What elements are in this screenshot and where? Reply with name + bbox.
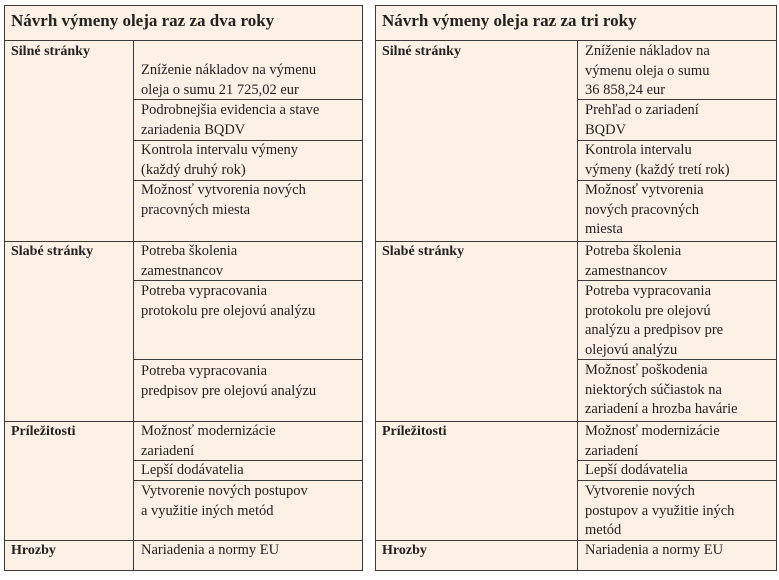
opportunity-item: Lepší dodávatelia	[141, 462, 244, 478]
strength-item: Zníženie nákladov na výmenu oleja o sumu 21 725,02 eur	[141, 62, 317, 98]
weakness-item: Potreba vypracovania predpisov pre olejovú analýzu	[141, 363, 317, 399]
strength-item: Kontrola intervalu výmeny (každý tretí rok)	[585, 142, 730, 178]
category-weaknesses: Slabé stránky	[11, 244, 94, 259]
opportunity-item: Vytvorenie nových postupov a využitie iných metód	[585, 483, 735, 539]
strength-item: Podrobnejšia evidencia a stave zariadenia BQDV	[141, 102, 320, 138]
weakness-item: Potreba vypracovania protokolu pre olejovú analýzu a predpisov pre olejovú analýzu	[585, 283, 724, 358]
threat-item: Nariadenia a normy EU	[141, 542, 280, 558]
strength-item: Kontrola intervalu výmeny (každý druhý rok)	[141, 142, 299, 178]
weakness-item: Potreba vypracovania protokolu pre olejovú analýzu	[141, 283, 316, 319]
opportunity-item: Možnosť modernizácie zariadení	[141, 423, 276, 459]
table-title: Návrh výmeny oleja raz za tri roky	[376, 6, 776, 41]
strength-item: Možnosť vytvorenia nových pracovných miesta	[141, 182, 306, 218]
swot-table-two-years	[4, 5, 363, 571]
opportunity-item: Lepší dodávatelia	[585, 462, 688, 478]
category-weaknesses: Slabé stránky	[382, 244, 465, 259]
swot-table-three-years	[375, 5, 777, 571]
cell-divider	[133, 359, 362, 360]
weakness-item: Možnosť poškodenia niektorých súčiastok na zariadení a hrozba havárie	[585, 362, 738, 418]
category-opportunities: Príležitosti	[11, 424, 76, 439]
strength-item: Zníženie nákladov na výmenu oleja o sumu 36 858,24 eur	[585, 43, 710, 99]
table-title: Návrh výmeny oleja raz za dva roky	[5, 6, 362, 41]
weakness-item: Potreba školenia zamestnancov	[585, 243, 682, 279]
category-threats: Hrozby	[382, 543, 427, 558]
category-strengths: Silné stránky	[11, 44, 90, 59]
opportunity-item: Vytvorenie nových postupov a využitie iných metód	[141, 483, 308, 519]
strength-item: Prehľad o zariadení BQDV	[585, 102, 699, 138]
category-threats: Hrozby	[11, 543, 56, 558]
strength-item: Možnosť vytvorenia nových pracovných miesta	[585, 182, 704, 238]
category-strengths: Silné stránky	[382, 44, 461, 59]
category-opportunities: Príležitosti	[382, 424, 447, 439]
threat-item: Nariadenia a normy EU	[585, 542, 724, 558]
opportunity-item: Možnosť modernizácie zariadení	[585, 423, 720, 459]
weakness-item: Potreba školenia zamestnancov	[141, 243, 238, 279]
